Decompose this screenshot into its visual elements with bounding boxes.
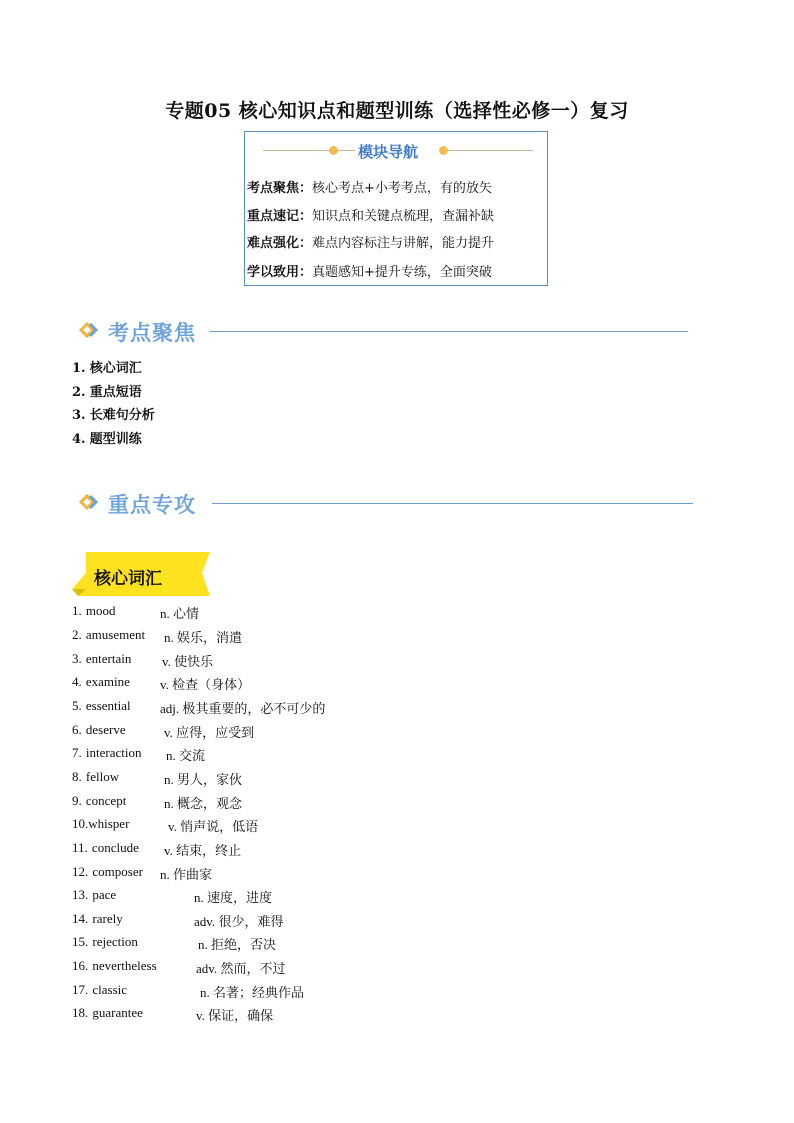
vocab-number: 5. <box>72 698 82 713</box>
vocab-pos-label: adv. <box>194 914 216 929</box>
nav-row-key: 难点强化： <box>247 236 313 251</box>
vocab-part-of-speech <box>160 603 199 622</box>
vocab-pos-label: n. <box>164 796 174 811</box>
vocab-meaning: 保证，确保 <box>208 1009 274 1024</box>
vocab-part-of-speech <box>196 958 285 977</box>
vocab-part-of-speech <box>166 745 205 764</box>
nav-row-key: 考点聚焦： <box>247 181 313 196</box>
vocab-meaning: 使快乐 <box>174 655 214 670</box>
vocab-pos-label: n. <box>160 867 170 882</box>
header-left-line <box>263 150 355 151</box>
vocab-meaning: 检查（身体） <box>172 678 251 693</box>
vocab-row <box>72 982 305 1002</box>
vocab-pos-label: n. <box>198 937 208 952</box>
vocab-word: rarely <box>92 911 123 926</box>
nav-row-key: 重点速记： <box>247 209 313 224</box>
list-item: 3. 长难句分析 <box>72 408 155 423</box>
list-item: 4. 题型训练 <box>72 431 142 447</box>
vocab-part-of-speech <box>194 911 283 930</box>
nav-row-difficulty <box>247 232 494 251</box>
double-chevron-icon <box>78 492 102 512</box>
nav-row-focus <box>247 177 492 196</box>
vocab-row <box>72 816 259 836</box>
vocab-meaning: 作曲家 <box>173 868 213 883</box>
double-chevron-icon <box>78 320 102 340</box>
section-header-focus <box>78 317 698 345</box>
vocab-row <box>72 864 213 884</box>
core-vocab-banner <box>72 551 214 597</box>
vocab-number: 8. <box>72 769 82 784</box>
document-title: 专题05 核心知识点和题型训练（选择性必修一）复习 <box>165 100 629 122</box>
vocab-row <box>72 651 214 671</box>
list-item: 2. 重点短语 <box>72 384 142 400</box>
module-navigation-heading: 模块导航 <box>357 143 418 161</box>
vocab-number: 6. <box>72 722 82 737</box>
vocab-word: composer <box>92 864 143 879</box>
vocab-pos-label: adv. <box>196 961 218 976</box>
vocab-number: 14. <box>72 911 89 926</box>
vocab-meaning: 男人，家伙 <box>177 773 243 788</box>
vocab-number: 10. <box>72 816 89 831</box>
vocab-row <box>72 603 200 623</box>
vocab-meaning: 结束，终止 <box>176 844 242 859</box>
vocab-row <box>72 769 243 789</box>
vocab-part-of-speech <box>160 674 250 693</box>
vocab-number: 3. <box>72 651 82 666</box>
banner-title: 核心词汇 <box>94 569 162 589</box>
vocab-word: guarantee <box>92 1005 143 1020</box>
vocab-row <box>72 674 251 694</box>
vocab-word: essential <box>85 698 131 713</box>
vocab-part-of-speech <box>164 840 241 859</box>
vocab-word: deserve <box>85 722 126 737</box>
vocab-part-of-speech <box>164 769 242 788</box>
vocab-number: 17. <box>72 982 89 997</box>
vocab-word: amusement <box>85 627 146 642</box>
vocab-meaning: 娱乐，消遣 <box>177 631 243 646</box>
vocab-part-of-speech <box>168 816 258 835</box>
vocab-part-of-speech <box>194 887 272 906</box>
vocab-row <box>72 698 326 718</box>
vocab-number: 1. <box>72 603 82 618</box>
vocab-part-of-speech <box>200 982 304 1001</box>
vocab-row <box>72 1005 274 1025</box>
vocab-word: fellow <box>85 769 120 784</box>
vocab-row <box>72 722 255 742</box>
vocab-word: nevertheless <box>92 958 157 973</box>
vocab-pos-label: n. <box>164 772 174 787</box>
vocab-part-of-speech <box>164 722 254 741</box>
vocab-word: mood <box>85 603 116 618</box>
vocab-pos-label: n. <box>194 890 204 905</box>
section-title-key: 重点专攻 <box>108 493 196 517</box>
vocab-pos-label: n. <box>164 630 174 645</box>
vocab-number: 7. <box>72 745 82 760</box>
vocab-pos-label: v. <box>160 677 169 692</box>
vocab-word: conclude <box>91 840 139 855</box>
vocab-number: 16. <box>72 958 89 973</box>
vocab-row <box>72 627 243 647</box>
vocab-number: 11. <box>72 840 88 855</box>
vocab-number: 4. <box>72 674 82 689</box>
vocab-word: concept <box>85 793 127 808</box>
vocab-meaning: 拒绝，否决 <box>211 938 277 953</box>
vocab-word: rejection <box>92 934 138 949</box>
vocab-word: pace <box>92 887 117 902</box>
section-rule <box>210 331 688 332</box>
vocab-row <box>72 840 242 860</box>
vocab-part-of-speech <box>196 1005 273 1024</box>
module-navigation-box <box>244 131 548 286</box>
vocab-part-of-speech <box>160 698 325 717</box>
vocab-word: entertain <box>85 651 132 666</box>
vocab-meaning: 然而，不过 <box>220 962 286 977</box>
nav-row-text: 知识点和关键点梳理，查漏补缺 <box>312 209 495 224</box>
nav-row-key: 学以致用： <box>247 265 313 280</box>
vocab-meaning: 很少，难得 <box>218 915 284 930</box>
vocab-meaning: 概念，观念 <box>177 797 243 812</box>
vocab-row <box>72 887 273 907</box>
vocab-part-of-speech <box>164 627 242 646</box>
vocab-number: 13. <box>72 887 89 902</box>
vocab-pos-label: v. <box>162 654 171 669</box>
nav-row-application <box>247 261 492 280</box>
section-title-focus: 考点聚焦 <box>108 321 196 345</box>
header-right-line <box>445 150 533 151</box>
vocab-row <box>72 934 277 954</box>
nav-row-text: 难点内容标注与讲解，能力提升 <box>312 236 495 251</box>
vocab-part-of-speech <box>198 934 276 953</box>
header-right-dot <box>439 146 448 155</box>
vocab-row <box>72 793 243 813</box>
header-left-dot <box>329 146 338 155</box>
vocab-meaning: 名著；经典作品 <box>213 986 305 1001</box>
vocab-meaning: 应得，应受到 <box>176 726 255 741</box>
vocab-pos-label: n. <box>166 748 176 763</box>
list-item: 1. 核心词汇 <box>72 361 142 376</box>
module-navigation-header <box>245 141 547 161</box>
vocab-pos-label: n. <box>200 985 210 1000</box>
vocab-part-of-speech <box>160 864 212 883</box>
vocab-meaning: 极其重要的，必不可少的 <box>182 702 326 717</box>
vocab-pos-label: v. <box>168 819 177 834</box>
vocab-word: classic <box>92 982 128 997</box>
vocab-row <box>72 958 286 978</box>
section-rule <box>212 503 693 504</box>
vocab-pos-label: v. <box>164 843 173 858</box>
vocab-row <box>72 745 206 765</box>
section-header-key <box>78 489 698 517</box>
vocab-number: 2. <box>72 627 82 642</box>
nav-row-text: 真题感知+提升专练，全面突破 <box>312 265 492 280</box>
vocab-meaning: 心情 <box>173 607 200 622</box>
vocab-pos-label: v. <box>164 725 173 740</box>
vocab-number: 12. <box>72 864 89 879</box>
vocab-row <box>72 911 284 931</box>
vocab-part-of-speech <box>162 651 213 670</box>
nav-row-text: 核心考点+小考考点，有的放矢 <box>312 181 492 196</box>
vocab-number: 15. <box>72 934 89 949</box>
vocab-meaning: 速度，进度 <box>207 891 273 906</box>
vocab-part-of-speech <box>164 793 242 812</box>
vocab-number: 18. <box>72 1005 89 1020</box>
vocab-word: examine <box>85 674 130 689</box>
topic-list <box>72 360 155 454</box>
vocab-pos-label: v. <box>196 1008 205 1023</box>
vocab-word: interaction <box>85 745 142 760</box>
vocab-pos-label: adj. <box>160 701 180 716</box>
vocab-word: whisper <box>88 816 130 831</box>
nav-row-review <box>247 205 494 224</box>
vocab-number: 9. <box>72 793 82 808</box>
vocab-meaning: 悄声说，低语 <box>180 820 259 835</box>
vocab-pos-label: n. <box>160 606 170 621</box>
vocab-meaning: 交流 <box>179 749 206 764</box>
